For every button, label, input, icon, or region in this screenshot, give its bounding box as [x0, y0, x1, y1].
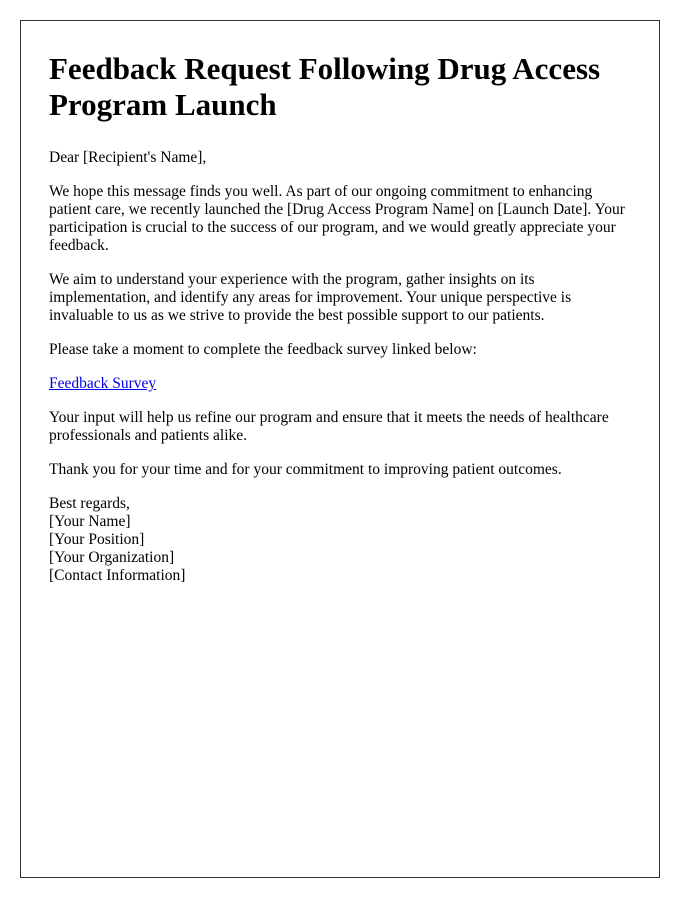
letter-paragraph-thanks: Thank you for your time and for your commitment to improving patient outcomes. — [49, 461, 562, 478]
letter-paragraph-input: Your input will help us refine our program and ensure that it meets the needs of healthcare professionals and patients alike. — [49, 409, 609, 444]
letter-container — [20, 20, 660, 878]
feedback-survey-link[interactable]: Feedback Survey — [49, 375, 157, 392]
signature-name: [Your Name] — [49, 513, 131, 530]
signature-block — [49, 495, 631, 585]
survey-link-paragraph — [49, 375, 631, 393]
letter-title: Feedback Request Following Drug Access Program Launch — [49, 51, 601, 122]
letter-paragraph-survey-request: Please take a moment to complete the feedback survey linked below: — [49, 341, 477, 358]
signature-contact: [Contact Information] — [49, 567, 186, 584]
signature-organization: [Your Organization] — [49, 549, 175, 566]
letter-paragraph-intro: We hope this message finds you well. As part of our ongoing commitment to enhancing patient care, we recently launched the [Drug Access Program Name] on [Launch Date]. Your participation is crucial to the success of our program, and we would greatly appreciate your feedback. — [49, 183, 625, 254]
letter-greeting: Dear [Recipient's Name], — [49, 149, 207, 166]
signature-position: [Your Position] — [49, 531, 145, 548]
letter-closing: Best regards, — [49, 495, 130, 512]
letter-paragraph-purpose: We aim to understand your experience with the program, gather insights on its implementation, and identify any areas for improvement. Your unique perspective is invaluable to us as we strive to provide the best possible support to our patients. — [49, 271, 572, 324]
